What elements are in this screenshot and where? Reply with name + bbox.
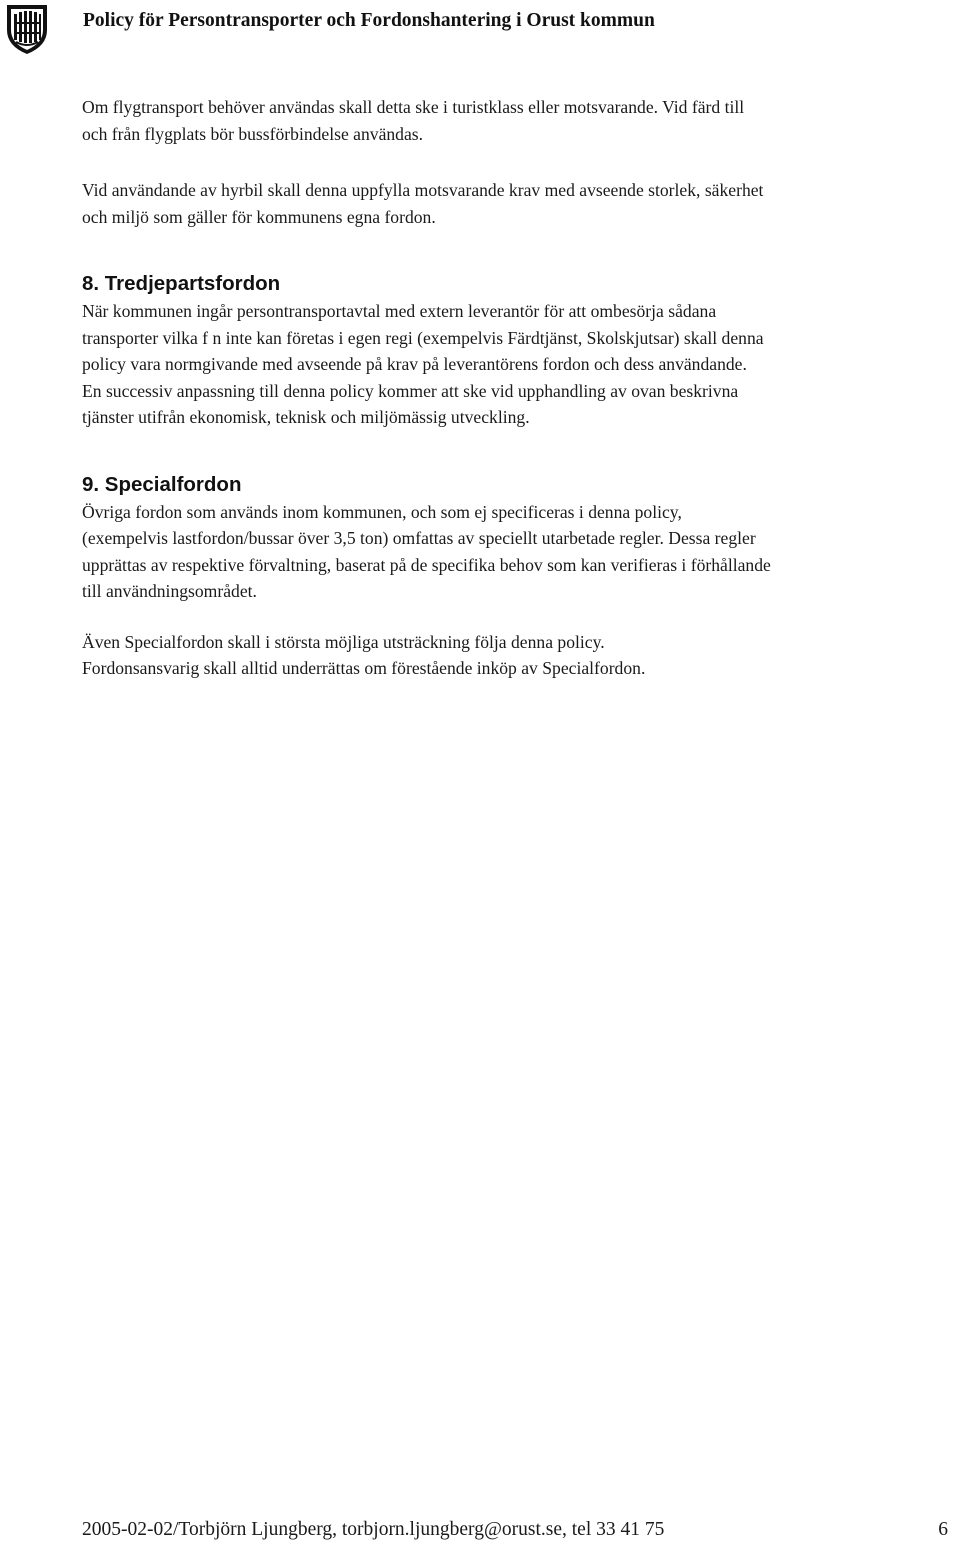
- paragraph-line: En successiv anpassning till denna policy kommer att ske vid upphandling av ovan beskrivna: [82, 380, 739, 401]
- footer-author-contact: 2005-02-02/Torbjörn Ljungberg, torbjorn.ljungberg@orust.se, tel 33 41 75: [82, 1519, 665, 1540]
- paragraph-line: Vid användande av hyrbil skall denna uppfylla motsvarande krav med avseende storlek, säkerhet: [82, 180, 764, 200]
- paragraph-line: (exempelvis lastfordon/bussar över 3,5 ton) omfattas av speciellt utarbetade regler. Dessa regler: [82, 528, 756, 548]
- paragraph-line: och från flygplats bör bussförbindelse användas.: [82, 123, 424, 144]
- section-9-body-continued: [82, 629, 960, 682]
- paragraph-line: tjänster utifrån ekonomisk, teknisk och miljömässig utveckling.: [82, 407, 530, 427]
- paragraph-line: När kommunen ingår persontransportavtal med extern leverantör för att ombesörja sådana: [82, 301, 717, 321]
- paragraph-line: Övriga fordon som används inom kommunen, och som ej specificeras i denna policy,: [82, 501, 682, 522]
- section-8-body: [82, 298, 960, 431]
- paragraph-line: till användningsområdet.: [82, 581, 257, 601]
- paragraph-line: transporter vilka f n inte kan företas i egen regi (exempelvis Färdtjänst, Skolskjutsar) skall denna: [82, 327, 764, 348]
- paragraph-line: upprättas av respektive förvaltning, baserat på de specifika behov som kan verifieras i förhållande: [82, 554, 771, 575]
- paragraph-line: Även Specialfordon skall i största möjliga utsträckning följa denna policy.: [82, 631, 605, 652]
- page-number: 6: [938, 1519, 948, 1540]
- section-8-heading: 8. Tredjepartsfordon: [82, 272, 281, 295]
- municipal-coat-of-arms-icon: [4, 2, 50, 56]
- document-title: Policy för Persontransporter och Fordonshantering i Orust kommun: [83, 10, 655, 31]
- paragraph-line: Om flygtransport behöver användas skall detta ske i turistklass eller motsvarande. Vid färd till: [82, 97, 745, 117]
- paragraph-line: och miljö som gäller för kommunens egna fordon.: [82, 206, 436, 227]
- paragraph-line: Fordonsansvarig skall alltid underrättas om förestående inköp av Specialfordon.: [82, 658, 646, 678]
- hyrbil-paragraph: [82, 177, 960, 230]
- document-body: [82, 94, 960, 682]
- page-header: [0, 0, 960, 60]
- paragraph-line: policy vara normgivande med avseende på krav på leverantörens fordon och dess användande.: [82, 354, 747, 374]
- section-9-heading: 9. Specialfordon: [82, 472, 242, 496]
- flygtransport-paragraph: [82, 94, 960, 147]
- section-9-body: [82, 499, 960, 605]
